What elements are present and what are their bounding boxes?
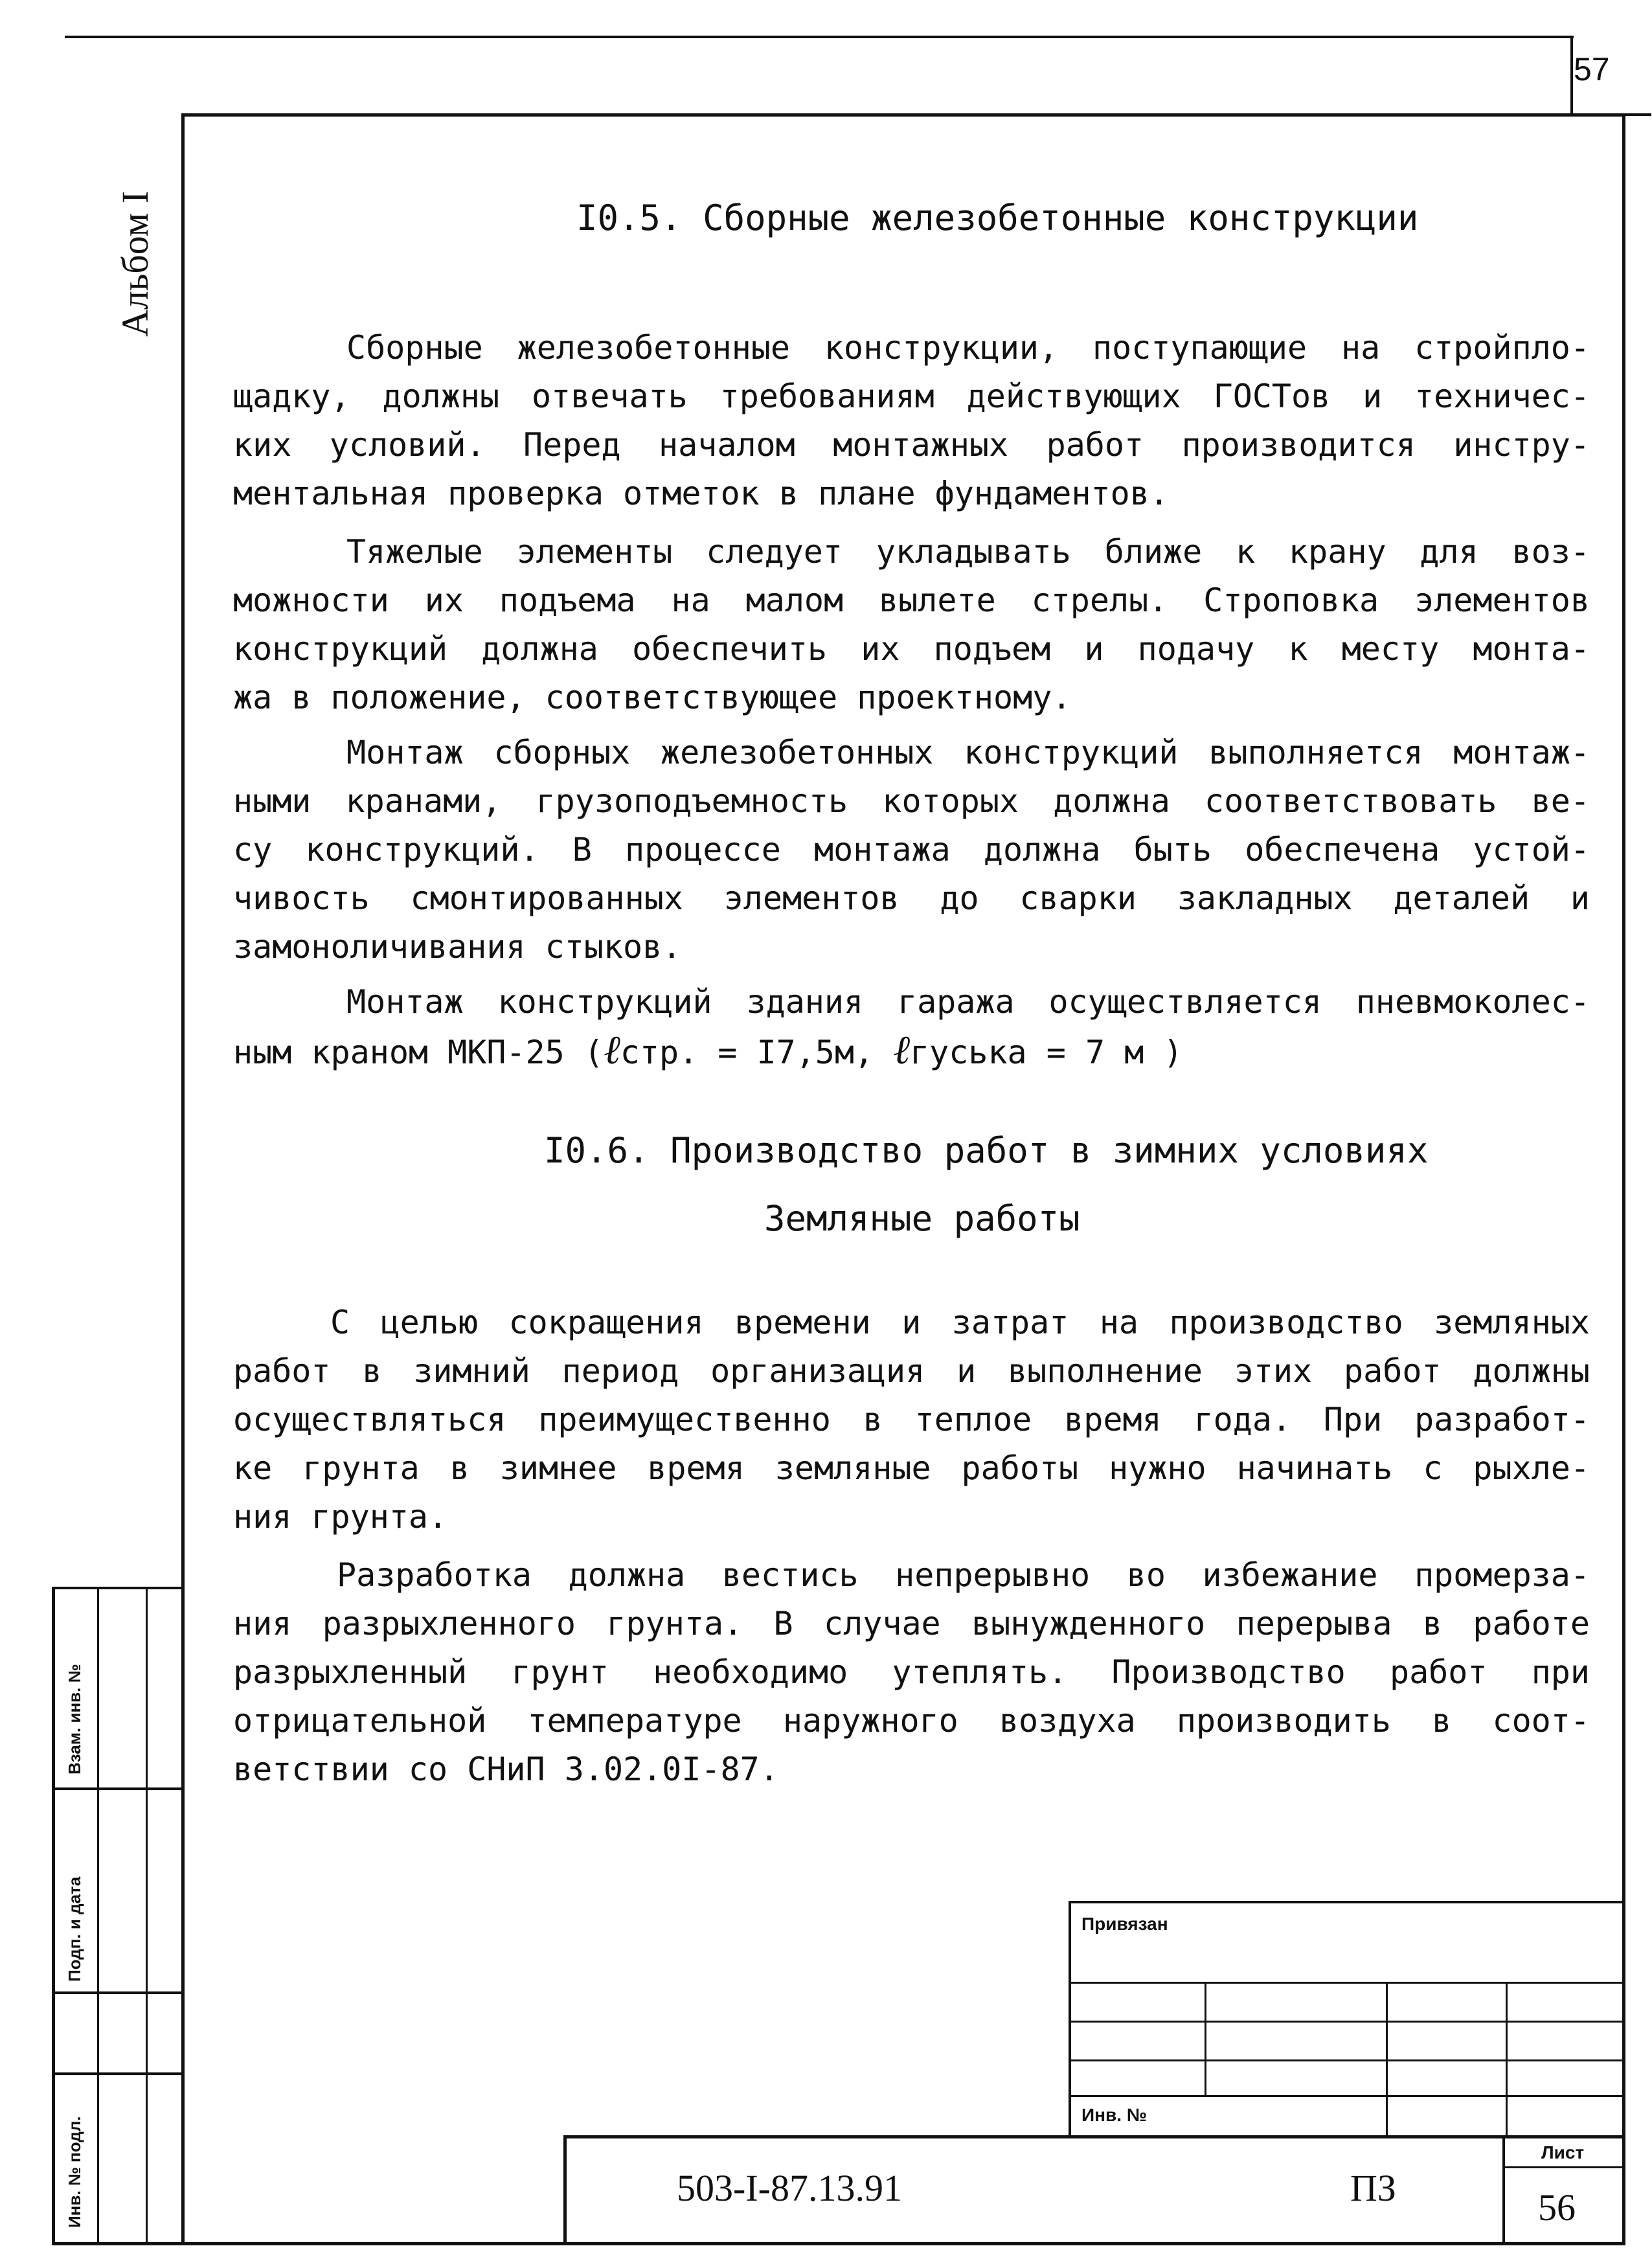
- page-corner-number: 57: [1574, 51, 1610, 87]
- crane-spec-line: [233, 1026, 1590, 1077]
- corner-box-left: [1570, 36, 1573, 117]
- section-10-5-paragraph-1: [233, 324, 1590, 518]
- frame-left: [181, 113, 185, 2244]
- text-line: С целью сокращения времени и затрат на производство земляных: [330, 1304, 1590, 1341]
- text-line: чивость смонтированных элементов до сварки закладных деталей и: [233, 879, 1590, 917]
- text-line: работ в зимний период организация и выполнение этих работ должны: [233, 1352, 1590, 1390]
- tb-document-code: 503-I-87.13.91: [677, 2167, 902, 2209]
- section-10-5-title: I0.5. Сборные железобетонные конструкции: [576, 198, 1419, 238]
- crane-spec-text-c: гуська = 7 м ): [910, 1034, 1183, 1071]
- album-label: Альбом I: [114, 190, 156, 337]
- stamp-inv-original: Инв. № подл.: [65, 2116, 84, 2228]
- section-10-6-subtitle: Земляные работы: [764, 1198, 1080, 1239]
- text-line: ке грунта в зимнее время земляные работы нужно начинать с рыхле-: [233, 1449, 1590, 1487]
- frame-bottom: [52, 2242, 1625, 2245]
- tb-doc-type: ПЗ: [1350, 2167, 1396, 2209]
- text-line: ких условий. Перед началом монтажных работ производится инстру-: [233, 426, 1590, 464]
- text-line: ния разрыхленного грунта. В случае вынужденного перерыва в работе: [233, 1605, 1590, 1642]
- text-line: ными кранами, грузоподъемность которых должна соответствовать ве-: [233, 782, 1590, 820]
- text-line: Разработка должна вестись непрерывно во избежание промерза-: [337, 1556, 1590, 1594]
- tb-sheet-number: 56: [1538, 2186, 1576, 2229]
- tb-inv-no: Инв. №: [1081, 2105, 1148, 2125]
- tb-sheet-label: Лист: [1541, 2142, 1585, 2162]
- top-rule: [65, 36, 1574, 38]
- text-line: ния грунта.: [233, 1498, 448, 1536]
- text-line: разрыхленный грунт необходимо утеплять. Производство работ при: [233, 1653, 1590, 1691]
- stamp-sign-date: Подп. и дата: [65, 1876, 84, 1982]
- text-line: можности их подъема на малом вылете стрелы. Строповка элементов: [233, 582, 1590, 619]
- text-line: Монтаж конструкций здания гаража осуществляется пневмоколес-: [346, 983, 1590, 1021]
- boom-length-symbol: ℓ: [603, 1028, 620, 1072]
- text-line: Тяжелые элементы следует укладывать ближе к крану для воз-: [346, 533, 1590, 571]
- text-line: ментальная проверка отметок в плане фундаментов.: [233, 475, 1169, 512]
- section-10-5-paragraph-3: [233, 729, 1590, 971]
- tb-privyazan: Привязан: [1081, 1914, 1168, 1934]
- text-line: замоноличивания стыков.: [233, 928, 682, 966]
- text-line: жа в положение, соответствующее проектному.: [233, 679, 1072, 716]
- section-10-6-paragraph-1: [233, 1299, 1590, 1541]
- text-line: Сборные железобетонные конструкции, поступающие на стройпло-: [346, 329, 1590, 367]
- text-line: щадку, должны отвечать требованиям действующих ГОСТов и техничес-: [233, 378, 1590, 415]
- crane-spec-text-b: стр. = I7,5м,: [620, 1034, 894, 1071]
- section-10-5-paragraph-2: [233, 528, 1590, 722]
- section-10-6-title: I0.6. Производство работ в зимних условиях: [544, 1130, 1429, 1171]
- section-10-5-paragraph-4: [233, 978, 1590, 1077]
- text-line: конструкций должна обеспечить их подъем и подачу к месту монта-: [233, 630, 1590, 668]
- text-line: отрицательной температуре наружного воздуха производить в соот-: [233, 1702, 1590, 1740]
- jib-length-symbol: ℓ: [893, 1028, 911, 1072]
- stamp-replace-inv: Взам. инв. №: [65, 1664, 84, 1775]
- crane-spec-text-a: ным краном МКП-25 (: [233, 1034, 604, 1071]
- section-10-6-paragraph-2: [233, 1551, 1590, 1794]
- frame-right: [1622, 113, 1625, 2244]
- frame-top: [181, 113, 1625, 117]
- text-line: Монтаж сборных железобетонных конструкций выполняется монтаж-: [346, 734, 1590, 771]
- text-line: ветствии со СНиП 3.02.0I-87.: [233, 1751, 779, 1788]
- text-line: осуществляться преимущественно в теплое время года. При разработ-: [233, 1401, 1590, 1438]
- text-line: су конструкций. В процессе монтажа должна быть обеспечена устой-: [233, 831, 1590, 868]
